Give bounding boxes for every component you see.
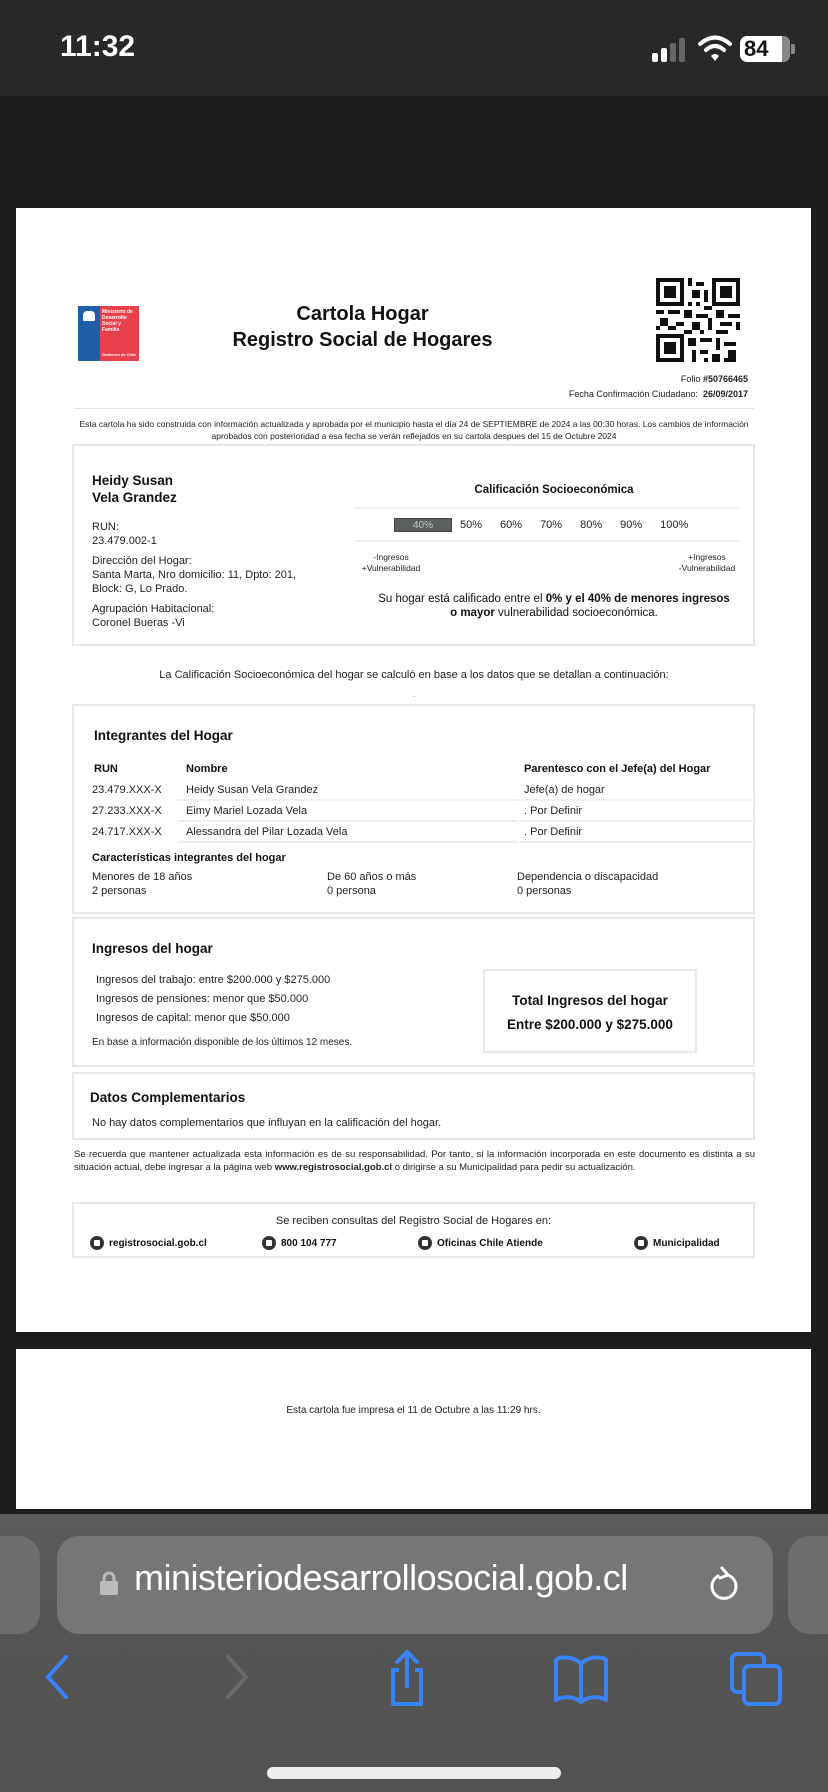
percent-tick: 60% (500, 519, 523, 531)
household-summary-box (72, 444, 755, 646)
row-nombre: Heidy Susan Vela Grandez (186, 784, 319, 796)
logo-text: Familia (102, 327, 120, 333)
update-notice: Esta cartola ha sido construida con información actualizada y aprobada por el municipio hasta el día 24 de SEPTIEMBRE de 2024 a las 00:30 horas. Los cambios de información aprobados con posterioridad a esa fecha se verán reflejados en su cartola despues del 15 de Octubre 2024 (79, 419, 749, 441)
address-block (92, 554, 296, 596)
table-row (74, 822, 753, 843)
contact-label: registrosocial.gob.cl (109, 1237, 207, 1249)
contact-label: Municipalidad (653, 1237, 720, 1249)
contact-phone[interactable] (262, 1236, 337, 1250)
ingresos-box (72, 917, 755, 1067)
percent-tick: 80% (580, 519, 603, 531)
complementarios-box (72, 1072, 755, 1140)
row-nombre: Alessandra del Pilar Lozada Vela (186, 826, 348, 838)
phone-icon (262, 1236, 276, 1250)
column-header-parentesco: Parentesco con el Jefe(a) del Hogar (524, 763, 711, 775)
forward-icon[interactable] (222, 1652, 252, 1702)
scale-right-line-1: +Ingresos (688, 552, 726, 562)
document-title (200, 301, 525, 353)
reload-icon[interactable] (706, 1562, 742, 1606)
row-divider (520, 841, 753, 843)
run-block (92, 520, 157, 548)
row-nombre: Eimy Mariel Lozada Vela (186, 805, 308, 817)
column-header-run: RUN (94, 763, 118, 775)
document-page-2 (16, 1349, 811, 1509)
wifi-icon (698, 34, 732, 62)
intro-text: La Calificación Socioeconómica del hogar se calculó en base a los datos que se detallan a continuación: (159, 669, 669, 681)
result-bold: o mayor (450, 607, 495, 619)
carac-menores (92, 870, 192, 898)
ingreso-trabajo: Ingresos del trabajo: entre $200.000 y $275.000 (96, 974, 331, 986)
ingreso-pensiones: Ingresos de pensiones: menor que $50.000 (96, 993, 309, 1005)
result-text: vulnerabilidad socioeconómica. (494, 607, 658, 619)
reminder-text (74, 1149, 755, 1174)
folio-info (569, 372, 748, 402)
ingreso-capital: Ingresos de capital: menor que $50.000 (96, 1012, 290, 1024)
active-percent: 40% (394, 518, 452, 532)
printed-timestamp: Esta cartola fue impresa el 11 de Octubre a las 11:29 hrs. (286, 1405, 541, 1416)
person-first-name: Heidy Susan (92, 473, 174, 488)
calificacion-title: Calificación Socioeconómica (474, 484, 634, 496)
total-value: Entre $200.000 y $275.000 (507, 1017, 673, 1032)
contact-chile-atiende[interactable] (418, 1236, 543, 1250)
title-line-2: Registro Social de Hogares (232, 329, 493, 351)
fecha-label: Fecha Confirmación Ciudadano: (568, 389, 698, 399)
address-line-1: Santa Marta, Nro domicilio: 11, Dpto: 201, (92, 569, 297, 581)
result-text: Su hogar está calificado entre el (378, 593, 546, 605)
cellular-signal-icon (652, 38, 688, 62)
coat-of-arms-icon (78, 306, 100, 361)
scale-left-line-2: +Vulnerabilidad (361, 563, 421, 573)
divider (354, 540, 739, 542)
run-label: RUN: (92, 521, 119, 533)
divider (74, 408, 754, 409)
row-parentesco: Jefe(a) de hogar (524, 784, 605, 796)
total-label: Total Ingresos del hogar (512, 993, 668, 1008)
url-text[interactable]: ministeriodesarrollosocial.gob.cl (134, 1557, 628, 1598)
registro-link[interactable]: www.registrosocial.gob.cl (274, 1161, 393, 1173)
title-line-1: Cartola Hogar (296, 303, 429, 325)
percent-scale (394, 518, 706, 532)
contact-web[interactable] (90, 1236, 207, 1250)
next-tab-pill[interactable] (788, 1536, 828, 1634)
logo-text: Social y (102, 321, 121, 327)
fecha-value: 26/09/2017 (702, 389, 748, 399)
logo-footer: Gobierno de Chile (102, 352, 137, 357)
building-icon (634, 1236, 648, 1250)
intro-dot: . (413, 690, 416, 699)
reminder-post: o dirigirse a su Municipalidad para pedir su actualización. (392, 1161, 636, 1173)
table-row (74, 801, 753, 822)
browser-toolbar (0, 1514, 828, 1792)
ingresos-note: En base a información disponible de los últimos 12 meses. (92, 1037, 353, 1048)
integrantes-box (72, 704, 755, 914)
consultas-title: Se reciben consultas del Registro Social de Hogares en: (275, 1215, 552, 1227)
row-run: 23.479.XXX-X (92, 784, 162, 796)
row-run: 24.717.XXX-X (92, 826, 162, 838)
ingresos-title: Ingresos del hogar (92, 941, 213, 956)
table-row (74, 780, 753, 801)
clock: 11:32 (60, 30, 136, 63)
carac-label: Menores de 18 años (92, 871, 193, 883)
address-line-2: Block: G, Lo Prado. (92, 583, 188, 595)
previous-tab-pill[interactable] (0, 1536, 40, 1634)
reminder-pre: Se recuerda que mantener actualizada esta información es de su responsabilidad. Por tanto, si la información incorporada en este documento es distinta a su situación actual, debe ingresar a la página web (74, 1149, 755, 1173)
scale-left-line-1: -Ingresos (373, 552, 409, 562)
group-label: Agrupación Habitacional: (92, 603, 215, 615)
battery-indicator: 84 (740, 36, 790, 62)
row-parentesco: . Por Definir (524, 826, 583, 838)
ministry-logo (78, 306, 139, 361)
percent-tick: 70% (540, 519, 563, 531)
person-last-name: Vela Grandez (92, 490, 177, 505)
divider (354, 507, 739, 509)
row-divider (178, 841, 518, 843)
lock-icon (99, 1571, 119, 1595)
contact-label: 800 104 777 (281, 1237, 337, 1249)
percent-tick: 100% (660, 519, 689, 531)
address-label: Dirección del Hogar: (92, 555, 192, 567)
carac-label: Dependencia o discapacidad (517, 871, 659, 883)
caracteristicas-title: Características integrantes del hogar (92, 852, 286, 864)
run-value: 23.479.002-1 (92, 535, 157, 547)
group-block (92, 602, 214, 630)
scale-left-label (356, 552, 426, 574)
person-name (92, 472, 177, 506)
folio-value: #50766465 (702, 374, 748, 384)
logo-text: Desarrollo (102, 315, 127, 321)
folio-label: Folio (680, 374, 701, 384)
row-parentesco: . Por Definir (524, 805, 583, 817)
tabs-icon[interactable] (728, 1650, 784, 1708)
complementarios-title: Datos Complementarios (90, 1090, 246, 1105)
carac-label: De 60 años o más (327, 871, 417, 883)
carac-value: 0 personas (517, 885, 572, 897)
scale-right-label (672, 552, 742, 574)
total-ingresos-box (483, 969, 697, 1053)
battery-cap-icon (791, 44, 795, 54)
percent-tick: 50% (460, 519, 483, 531)
integrantes-title: Integrantes del Hogar (94, 728, 233, 743)
group-value: Coronel Bueras -Vi (92, 617, 185, 629)
contact-label: Oficinas Chile Atiende (437, 1237, 543, 1249)
logo-text: Ministerio de (102, 309, 133, 315)
share-icon[interactable] (385, 1648, 429, 1708)
home-indicator[interactable] (267, 1767, 561, 1779)
consultas-box (72, 1202, 755, 1258)
complementarios-text: No hay datos complementarios que influyan en la calificación del hogar. (92, 1117, 442, 1129)
calificacion-result (354, 592, 754, 620)
percent-tick: 90% (620, 519, 643, 531)
office-icon (418, 1236, 432, 1250)
result-bold: 0% y el 40% de menores ingresos (545, 593, 730, 605)
carac-value: 2 personas (92, 885, 147, 897)
column-header-nombre: Nombre (186, 763, 228, 775)
scale-right-line-2: -Vulnerabilidad (678, 563, 736, 573)
back-icon[interactable] (42, 1652, 72, 1702)
carac-mayores (327, 870, 416, 898)
contact-municipalidad[interactable] (634, 1236, 720, 1250)
bookmarks-icon[interactable] (552, 1654, 610, 1704)
web-icon (90, 1236, 104, 1250)
qr-code (656, 278, 740, 362)
carac-dependencia (517, 870, 658, 898)
row-run: 27.233.XXX-X (92, 805, 162, 817)
carac-value: 0 persona (327, 885, 376, 897)
status-bar (0, 0, 828, 96)
